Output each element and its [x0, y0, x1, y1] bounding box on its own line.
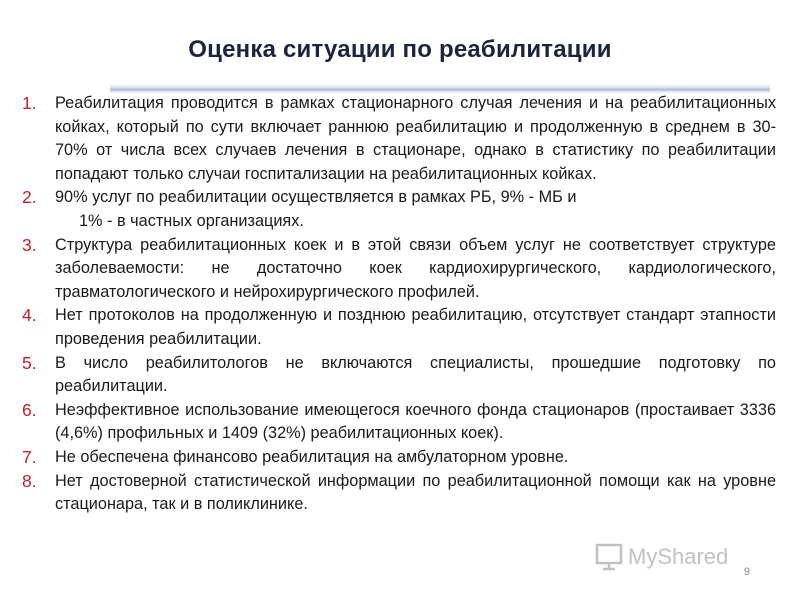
list-item-text: В число реабилитологов не включаются специалисты, прошедшие подготовку по реабилитации. [55, 353, 776, 396]
list-item-text: 90% услуг по реабилитации осуществляется в рамках РБ, 9% - МБ и [55, 188, 577, 207]
list-item-text: Нет протоколов на продолженную и позднюю реабилитацию, отсутствует стандарт этапности проведения реабилитации. [55, 306, 776, 348]
list-item-text: Неэффективное использование имеющегося коечного фонда стационаров (простаивает 3336 (4,6%) профильных и 1409 (32%) реабилитационных коек). [55, 400, 776, 443]
list-item-text: Нет достоверной статистической информации по реабилитационной помощи как на уровне стационара, так и в поликлинике. [55, 471, 776, 514]
list-item-number: 7. [22, 446, 37, 467]
list-item-text: Реабилитация проводится в рамках стационарного случая лечения и на реабилитационных койках, который по сути включает раннюю реабилитацию и продолженную в среднем в 30-70% от числа всех случаев лечения в стационаре, однако в статистику по реабилитации попадают только случаи госпитализации на реабилитационных койках. [55, 94, 776, 183]
list-item [22, 92, 776, 186]
list-item-number: 1. [22, 93, 37, 113]
list-item-continuation [22, 210, 776, 234]
list-item [22, 446, 776, 470]
watermark [594, 540, 728, 574]
list-item-number: 5. [22, 352, 37, 373]
watermark-text: MyShared [628, 544, 729, 569]
list-item-number: 3. [22, 234, 37, 255]
list-item [22, 352, 776, 399]
list-item-text: Структура реабилитационных коек и в этой связи объем услуг не соответствует структуре заболеваемости: не достаточно коек кардиохирургического, кардиологического, травматологического и нейрохирургического профилей. [55, 235, 776, 301]
list-item-text: Не обеспечена финансово реабилитация на амбулаторном уровне. [55, 447, 569, 466]
presentation-logo-icon [594, 542, 624, 572]
page-title: Оценка ситуации по реабилитации [188, 36, 612, 63]
list-item-number: 8. [22, 470, 37, 491]
list-item [22, 234, 776, 305]
list-item [22, 470, 776, 517]
page-number: 9 [743, 566, 750, 578]
list-item-number: 6. [22, 399, 37, 420]
list-item-number: 2. [22, 187, 37, 208]
list-item [22, 399, 776, 446]
findings-list [22, 92, 776, 517]
list-item-number: 4. [22, 305, 37, 326]
list-item-text: 1% - в частных организациях. [79, 211, 304, 230]
list-item [22, 304, 776, 351]
list-item [22, 186, 776, 210]
